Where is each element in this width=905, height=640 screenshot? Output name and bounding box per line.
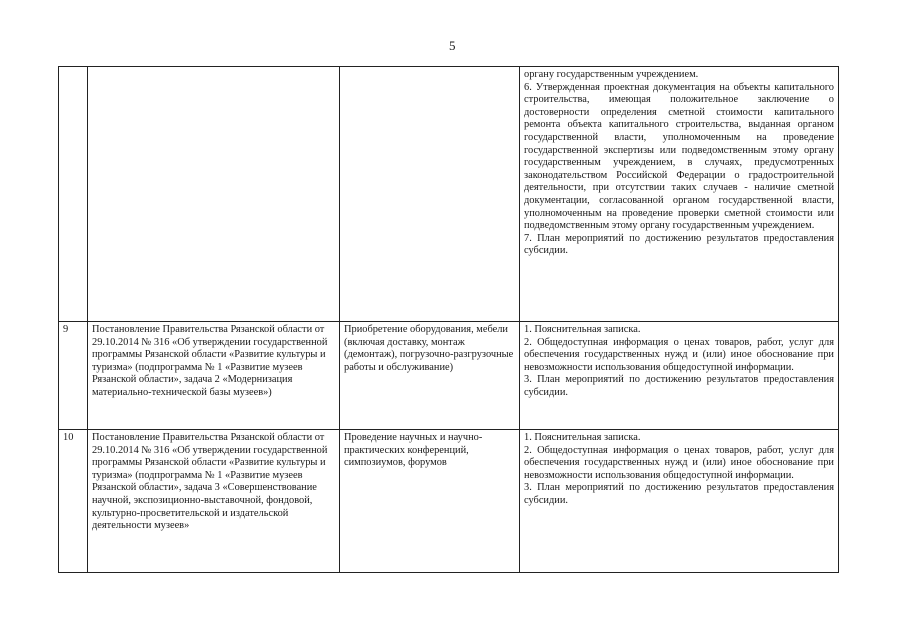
purpose-cell: [340, 67, 520, 322]
table-row: [59, 322, 839, 430]
documents-cell: [520, 430, 839, 573]
row-number-cell: 9: [59, 322, 88, 430]
legal-act-cell: Постановление Правительства Рязанской области от 29.10.2014 № 316 «Об утверждении государственной программы Рязанской области «Развитие культуры и туризма» (подпрограмма № 1 «Развитие музеев Рязанской области», задача 3 «Совершенствование научной, экспозиционно-выставочной, фондовой, культурно-просветительской и издательской деятельности музеев»: [88, 430, 340, 573]
purpose-cell: Проведение научных и научно-практических конференций, симпозиумов, форумов: [340, 430, 520, 573]
page-number: 5: [449, 38, 456, 53]
purpose-cell: Приобретение оборудования, мебели (включая доставку, монтаж (демонтаж), погрузочно-разгрузочные работы и обслуживание): [340, 322, 520, 430]
document-item: 1. Пояснительная записка.: [524, 432, 641, 443]
document-item: 3. План мероприятий по достижению результатов предоставления субсидии.: [524, 482, 834, 506]
documents-cell: [520, 322, 839, 430]
document-item: 7. План мероприятий по достижению результатов предоставления субсидии.: [524, 232, 834, 257]
document-item: 2. Общедоступная информация о ценах товаров, работ, услуг для обеспечения государственных нужд и (или) иное обоснование при невозможности использования общедоступной информации.: [524, 336, 834, 373]
document-item: органу государственным учреждением.: [524, 69, 699, 80]
row-number-cell: [59, 67, 88, 322]
document-item: 3. План мероприятий по достижению результатов предоставления субсидии.: [524, 374, 834, 398]
document-item: 1. Пояснительная записка.: [524, 324, 641, 335]
table-row: [59, 67, 839, 322]
documents-cell: [520, 67, 839, 322]
legal-act-cell: [88, 67, 340, 322]
document-item: 2. Общедоступная информация о ценах товаров, работ, услуг для обеспечения государственных нужд и (или) иное обоснование при невозможности использования общедоступной информации.: [524, 444, 834, 481]
table-row: [59, 430, 839, 573]
legal-act-cell: Постановление Правительства Рязанской области от 29.10.2014 № 316 «Об утверждении государственной программы Рязанской области «Развитие культуры и туризма» (подпрограмма № 1 «Развитие музеев Рязанской области», задача 2 «Модернизация материально-технической базы музеев»): [88, 322, 340, 430]
subsidy-documents-table: [58, 66, 839, 573]
row-number-cell: 10: [59, 430, 88, 573]
document-item: 6. Утвержденная проектная документация на объекты капитального строительства, имеющая положительное заключение о достоверности определения сметной стоимости капитального ремонта объекта капитального строительства, выданная органом государственной власти, уполномоченным на проведение государственной экспертизы или подведомственным этому органу государственным учреждением, в случаях, предусмотренных законодательством Российской Федерации о градостроительной деятельности, при отсутствии таких случаев - наличие сметной документации, согласованной органом государственной власти, уполномоченным на проведение проверки сметной стоимости или подведомственным этому органу государственным учреждением.: [524, 81, 834, 232]
